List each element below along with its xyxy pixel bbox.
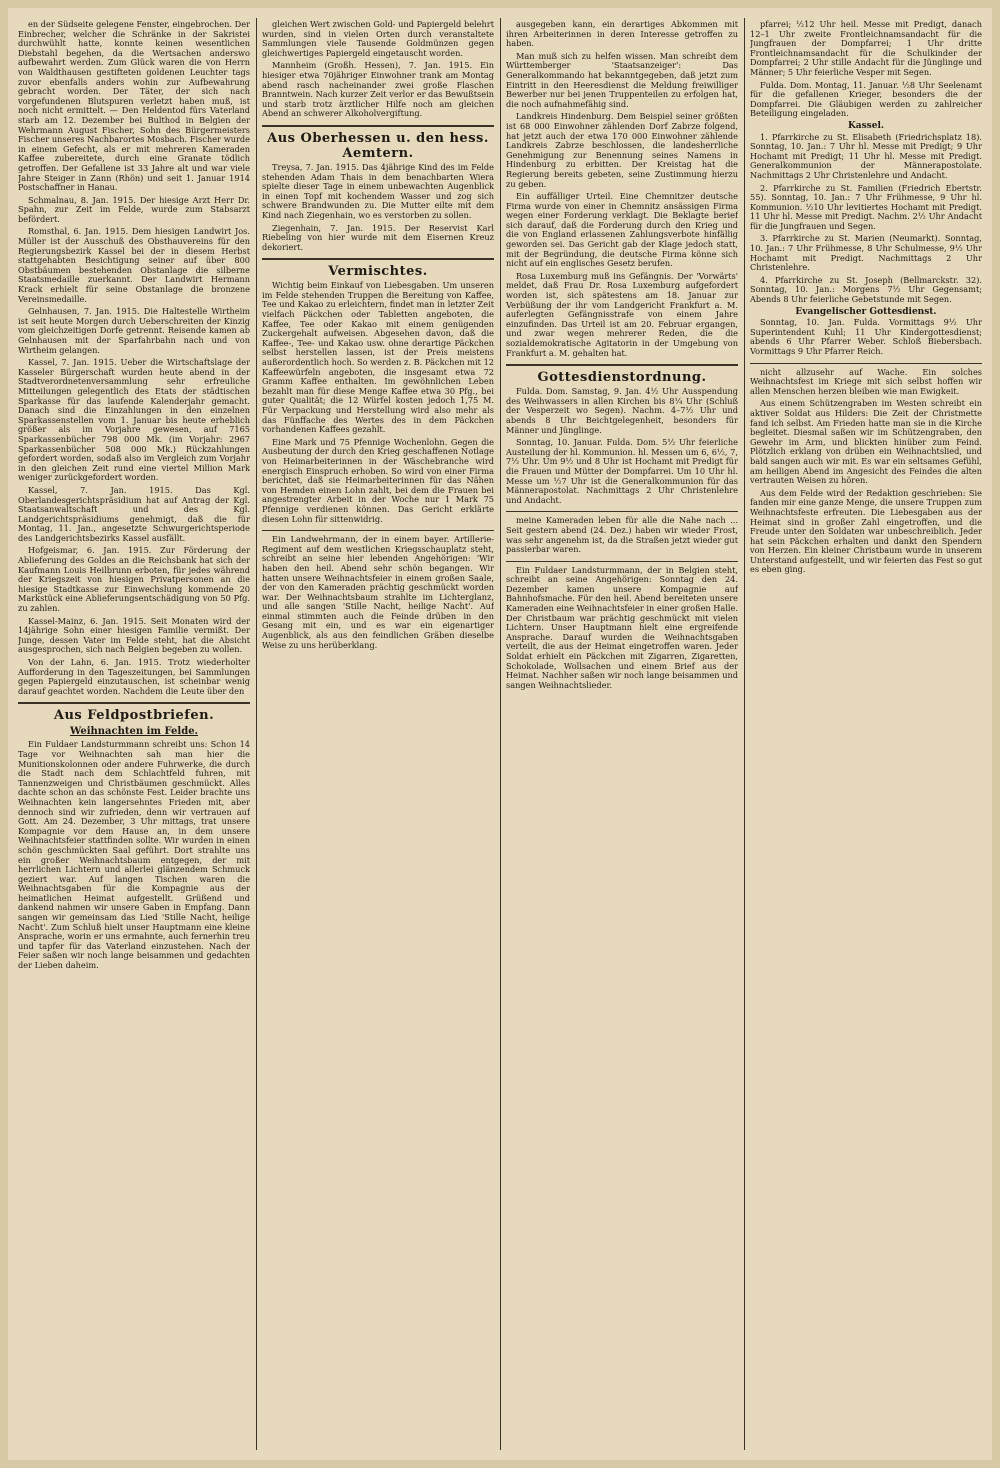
- article-paragraph: pfarrei; ½12 Uhr heil. Messe mit Predigt, danach 12–1 Uhr zweite Frontleichnamsandacht für die Jungfrauen der Dompfarrei; 1 Uhr dritte Frontleichnamsandacht für die Schulkinder der Dompfarrei; 2 Uhr stille Andacht für die Jünglinge und Männer; 5 Uhr feierliche Vesper mit Segen.: [750, 20, 982, 77]
- article-paragraph: meine Kameraden leben für alle die Nahe nach ... Seit gestern abend (24. Dez.) haben wir wieder Frost, was sehr angenehm ist, da die Straßen jetzt wieder gut passierbar waren.: [506, 515, 738, 555]
- article-paragraph: Kassel-Mainz, 6. Jan. 1915. Seit Monaten wird der 14jährige Sohn einer hiesigen Familie vermißt. Der Junge, dessen Vater im Felde steht, hat die Absicht ausgesprochen, sich nach Belgien begeben zu wollen.: [18, 615, 250, 655]
- article-paragraph: ausgegeben kann, ein derartiges Abkommen mit ihren Arbeiterinnen in deren Interesse getroffen zu haben.: [506, 20, 738, 49]
- section-divider: [262, 258, 494, 260]
- section-divider: [506, 511, 738, 512]
- newspaper-page: [8, 8, 992, 1460]
- column-rule: [500, 18, 501, 1450]
- article-paragraph: Romsthal, 6. Jan. 1915. Dem hiesigen Landwirt Jos. Müller ist der Ausschuß des Obsthauvereins für den Regierungsbezirk Kassel bei der in diesem Herbst stattgehabten Besichtigung seiner auf über 800 Obstbäumen bestehenden Obstanlage die silberne Staatsmedaille zuerkannt. Der Landwirt Hermann Krack erhielt für seine Obstanlage die bronzene Vereinsmedaille.: [18, 226, 250, 304]
- article-paragraph: Hofgeismar, 6. Jan. 1915. Zur Förderung der Ablieferung des Goldes an die Reichsbank hat sich der Kaufmann Louis Heilbrunn erboten, für jedes während der Kriegszeit von hiesigen Privatpersonen an die hiesige Stadtkasse zur Einwechslung kommende 20 Markstück eine Ablieferungsentschädigung von 50 Pfg. zu zahlen.: [18, 545, 250, 614]
- section-heading: Gottesdienstordnung.: [537, 370, 707, 386]
- article-paragraph: 2. Pfarrkirche zu St. Familien (Friedrich Ebertstr. 55). Sonntag, 10. Jan.: 7 Uhr Frühmesse, 9 Uhr hl. Kommunion. ½10 Uhr levitiertes Hochamt mit Predigt. 11 Uhr hl. Messe mit Predigt. Nachm. 2½ Uhr Andacht für die Jungfrauen und Segen.: [750, 182, 982, 231]
- article-paragraph: Ein auffälliger Urteil. Eine Chemnitzer deutsche Firma wurde von einer in Chemnitz ansässigen Firma wegen einer Forderung verklagt. Die Beklagte berief sich darauf, daß die Forderung durch den Krieg und die von England erlassenen Zahlungsverbote hinfällig geworden sei. Das Gericht gab der Klage jedoch statt, mit der Begründung, die deutsche Firma könne sich nicht auf ein englisches Gesetz berufen.: [506, 191, 738, 269]
- section-heading: Weihnachten im Felde.: [69, 726, 199, 738]
- section-heading: Aus Oberhessen u. den hess. Aemtern.: [267, 130, 489, 161]
- column-4: [750, 20, 982, 1448]
- article-paragraph: Fulda. Dom. Samstag, 9. Jan. 4½ Uhr Ausspendung des Weihwassers in allen Kirchen bis 8¼ Uhr (Schluß der Vesperzeit wo Segen). Nachm. 4–7½ Uhr und abends 8 Uhr Beichtgelegenheit, besonders für Männer und Jünglinge.: [506, 386, 738, 435]
- article-paragraph: Ein Fuldaer Landsturmmann schreibt uns: Schon 14 Tage vor Weihnachten sah man hier die Munitionskolonnen oder andere Fuhrwerke, die durch die Stadt nach dem Schlachtfeld fuhren, mit Tannenzweigen und Christbäumen geschmückt. Alles dachte schon an das schönste Fest. Leider brachte uns Weihnachten kein langersehntes Frieden mit, aber dennoch sind wir zufrieden, denn wir vertrauen auf Gott. Am 24. Dezember, 3 Uhr mittags, trat unsere Kompagnie vor dem Hause an, in dem unsere Weihnachtsfeier stattfinden sollte. Wir wurden in einen schön geschmückten Saal geführt. Dort strahlte uns ein großer Weihnachtsbaum entgegen, der mit herrlichen Lichtern und allerlei glänzendem Schmuck geziert war. Auf langen Tischen waren die Weihnachtsgaben für die Kompagnie aus der heimatlichen Heimat aufgestellt. Grüßend und dankend nahmen wir unsere Gaben in Empfang. Dann sangen wir gemeinsam das Lied 'Stille Nacht, heilige Nacht'. Zum Schluß hielt unser Hauptmann eine kleine Ansprache, worin er uns ermahnte, auch fernerhin treu und tapfer für das Vaterland einzustehen. Nach der Feier saßen wir noch lange beisammen und gedachten der Lieben daheim.: [18, 739, 250, 971]
- article-paragraph: Ziegenhain, 7. Jan. 1915. Der Reservist Karl Riebeling von hier wurde mit dem Eisernen Kreuz dekoriert.: [262, 222, 494, 252]
- article-paragraph: Schmalnau, 8. Jan. 1915. Der hiesige Arzt Herr Dr. Spahn, zur Zeit im Felde, wurde zum Stabsarzt befördert.: [18, 194, 250, 224]
- article-paragraph: nicht allzusehr auf Wache. Ein solches Weihnachtsfest im Kriege mit sich selbst hoffen wir allen Menschen herzen bleiben wie man Ewigkeit.: [750, 366, 982, 396]
- article-paragraph: Gelnhausen, 7. Jan. 1915. Die Haltestelle Wirtheim ist seit heute Morgen durch Ueberschreiten der Kinzig vom gleichzeitigen Dorfe getrennt. Reisende kamen ab Gelnhausen mit der Sparfahrbahn nach und von Wirtheim gelangen.: [18, 306, 250, 355]
- section-divider: [750, 363, 982, 364]
- article-paragraph: Aus einem Schützengraben im Westen schreibt ein aktiver Soldat aus Hilders: Die Zeit der Christmette fand ich selbst. Am Frieden hatte man sie in die Kirche begleitet. Diesmal saßen wir im Schützengraben, den Gewehr im Arm, und blickten hinüber zum Feind. Plötzlich erklang von drüben ein Weihnachtslied, und bald sangen auch wir mit. Es war ein seltsames Gefühl, am heiligen Abend im Angesicht des Feindes die alten vertrauten Weisen zu hören.: [750, 398, 982, 486]
- column-1: [18, 20, 250, 1448]
- article-paragraph: Rosa Luxemburg muß ins Gefängnis. Der 'Vorwärts' meldet, daß Frau Dr. Rosa Luxemburg aufgefordert worden ist, sich spätestens am 18. Januar zur Verbüßung der ihr vom Landgericht Frankfurt a. M. auferlegten Gefängnisstrafe von einem Jahre einzufinden. Das Urteil ist am 20. Februar ergangen, und zwar wegen mehrerer Reden, die die sozialdemokratische Agitatorin in der Umgebung von Frankfurt a. M. gehalten hat.: [506, 270, 738, 358]
- section-heading: Vermischtes.: [328, 264, 428, 280]
- section-divider: [262, 125, 494, 127]
- article-paragraph: Ein Landwehrmann, der in einem bayer. Artillerie-Regiment auf dem westlichen Kriegsschauplatz steht, schreibt an seine hier lebenden Angehörigen: 'Wir haben den heil. Abend sehr schön begangen. Wir hatten unsere Weihnachtsfeier in einem großen Saale, der von den Kameraden prächtig geschmückt worden war. Der Weihnachtsbaum strahlte im Lichterglanz, und alle sangen 'Stille Nacht, heilige Nacht'. Auf einmal stimmten auch die Feinde drüben in den Gesang mit ein, und es war ein eigenartiger Augenblick, als aus den feindlichen Gräben dieselbe Weise zu uns herüberklang.: [262, 534, 494, 650]
- section-divider: [262, 530, 494, 531]
- article-paragraph: Kassel, 7. Jan. 1915. Das Kgl. Oberlandesgerichtspräsidium hat auf Antrag der Kgl. Staatsanwaltschaft und des Kgl. Landgerichtspräsidiums genehmigt, daß die für Montag, 11. Jan., angesetzte Schwurgerichtsperiode des Landgerichtsbezirks Kassel ausfällt.: [18, 484, 250, 543]
- section-divider: [506, 561, 738, 562]
- article-paragraph: Ein Fuldaer Landsturmmann, der in Belgien steht, schreibt an seine Angehörigen: Sonntag den 24. Dezember kamen unsere Kompagnie auf Bahnhofsmache. Für den heil. Abend bereiteten unsere Kameraden eine Weihnachtsfeier in einer großen Halle. Der Christbaum war prächtig geschmückt mit vielen Lichtern. Unser Hauptmann hielt eine ergreifende Ansprache. Darauf wurden die Weihnachtsgaben verteilt, die aus der Heimat eingetroffen waren. Jeder Soldat erhielt ein Päckchen mit Zigarren, Zigaretten, Schokolade, Wollsachen und einem Brief aus der Heimat. Nachher saßen wir noch lange beisammen und sangen Weihnachtslieder.: [506, 564, 738, 690]
- article-paragraph: 1. Pfarrkirche zu St. Elisabeth (Friedrichsplatz 18). Sonntag, 10. Jan.: 7 Uhr hl. Messe mit Predigt; 9 Uhr Hochamt mit Predigt; 11 Uhr hl. Messe mit Predigt. Generalkommunion der Männerapostolate. Nachmittags 2 Uhr Christenlehre und Andacht.: [750, 131, 982, 180]
- section-divider: [506, 364, 738, 366]
- article-paragraph: Treysa, 7. Jan. 1915. Das 4jährige Kind des im Felde stehenden Adam Thais in dem benachbarten Wiera spielte dieser Tage in einem unbewachten Augenblick in einen Topf mit kochendem Wasser und zog sich schwere Brandwunden zu. Die Mutter eilte mit dem Kind nach Ziegenhain, wo es verstorben zu sollen.: [262, 161, 494, 220]
- article-paragraph: Wichtig beim Einkauf von Liebesgaben. Um unseren im Felde stehenden Truppen die Bereitung von Kaffee, Tee und Kakao zu erleichtern, findet man in letzter Zeit vielfach Päckchen oder Tabletten angeboten, die Kaffee, Tee oder Kakao mit einem genügenden Zuckergehalt aufweisen. Abgesehen davon, daß die Kaffee-, Tee- und Kakao usw. ohne derartige Päckchen selbst herstellen lassen, ist der Preis meistens außerordentlich hoch. So werden z. B. Päckchen mit 12 Kaffeewürfeln angeboten, die insgesamt etwa 72 Gramm Kaffee enthalten. Im gewöhnlichen Leben bezahlt man für diese Menge Kaffee etwa 30 Pfg., bei guter Qualität; die 12 Würfel kosten jedoch 1,75 M. Für Verpackung und Herstellung wird also mehr als das Fünffache des Wertes des in dem Päckchen vorhandenen Kaffees gezahlt.: [262, 280, 494, 435]
- article-paragraph: 3. Pfarrkirche zu St. Marien (Neumarkt). Sonntag, 10. Jan.: 7 Uhr Frühmesse, 8 Uhr Schulmesse, 9½ Uhr Hochamt mit Predigt. Nachmittags 2 Uhr Christenlehre.: [750, 233, 982, 273]
- column-3: [506, 20, 738, 1448]
- section-divider: [18, 702, 250, 704]
- article-paragraph: Kassel, 7. Jan. 1915. Ueber die Wirtschaftslage der Kasseler Bürgerschaft wurden heute abend in der Stadtverordnetenversammlung sehr erfreuliche Mitteilungen gelegentlich des Etats der städtischen Sparkasse für das laufende Kalenderjahr gemacht. Danach sind die Einzahlungen in den einzelnen Sparkassenstellen vom 1. Januar bis heute erheblich größer als im Vorjahre gewesen, auf 7165 Sparkassenbücher 798 000 Mk. (im Vorjahr: 2967 Sparkassenbücher 508 000 Mk.) Rückzahlungen gefordert worden, sodaß also im Vergleich zum Vorjahr in den gleichen Zeit rund eine viertel Million Mark weniger zurückgefordert worden.: [18, 357, 250, 483]
- article-paragraph: Eine Mark und 75 Pfennige Wochenlohn. Gegen die Ausbeutung der durch den Krieg geschaffenen Notlage von Heimarbeiterinnen in der Wäschebranche wird energisch Einspruch erhoben. So wird von einer Firma berichtet, daß sie Heimarbeiterinnen für das Nähen von Hemden einen Lohn zahlt, bei dem die Frauen bei angestrengter Arbeit in der Woche nur 1 Mark 75 Pfennige verdienen können. Das Gericht erklärte diesen Lohn für sittenwidrig.: [262, 436, 494, 524]
- section-heading: Aus Feldpostbriefen.: [53, 708, 215, 724]
- article-paragraph: en der Südseite gelegene Fenster, eingebrochen. Der Einbrecher, welcher die Schränke in der Sakristei durchwühlt hatte, konnte keinen wesentlichen Diebstahl begehen, da die Wertsachen anderswo aufbewahrt werden. Zum Glück waren die von Herrn von Waldthausen gestifteten goldenen Leuchter tags zuvor ebenfalls anders wohin zur Aufbewahrung gebracht worden. Der Täter, der sich nach vorgefundenen Blutspuren verletzt haben muß, ist noch nicht ermittelt. — Den Heldentod fürs Vaterland starb am 12. Dezember bei Bulthod in Belgien der Wehrmann August Fischer, Sohn des Bürgermeisters Fischer unseres Nachbarortes Mosbach. Fischer wurde in einem Gefecht, als er mit mehreren Kameraden Kaffee zubereitete, durch eine Granate tödlich getroffen. Der Gefallene ist 33 Jahre alt und war viele Jahre Steiger in Zann (Rhön) und seit 1. Januar 1914 Postschaffner in Hanau.: [18, 20, 250, 193]
- article-paragraph: Fulda. Dom. Montag, 11. Januar. ½8 Uhr Seelenamt für die gefallenen Krieger, besonders die der Dompfarrei. Die Gläubigen werden zu zahlreicher Beteiligung eingeladen.: [750, 79, 982, 119]
- column-2: [262, 20, 494, 1448]
- article-paragraph: Aus dem Felde wird der Redaktion geschrieben: Sie fanden mir eine ganze Menge, die unsere Truppen zum Weihnachtsfeste erfreuten. Die Liebesgaben aus der Heimat sind in großer Zahl eingetroffen, und die Freude unter den Soldaten war unbeschreiblich. Jeder hat sein Päckchen erhalten und dankt den Spendern von Herzen. Ein kleiner Christbaum wurde in unserem Unterstand aufgestellt, und wir feierten das Fest so gut es eben ging.: [750, 487, 982, 575]
- article-paragraph: Man muß sich zu helfen wissen. Man schreibt dem Württemberger 'Staatsanzeiger': Das Generalkommando hat bekanntgegeben, daß jetzt zum Eintritt in den Heeresdienst die Meldung freiwilliger Bewerber nur bei jenen Truppenteilen zu erfolgen hat, die noch aufnahmefähig sind.: [506, 50, 738, 109]
- article-paragraph: Sonntag, 10. Jan. Fulda. Vormittags 9½ Uhr Superintendent Kuhl; 11 Uhr Kindergottesdienst; abends 6 Uhr Pfarrer Weber. Schloß Biebersbach. Vormittags 9 Uhr Pfarrer Reich.: [750, 317, 982, 356]
- column-rule: [256, 18, 257, 1450]
- article-paragraph: Mannheim (Großh. Hessen), 7. Jan. 1915. Ein hiesiger etwa 70jähriger Einwohner trank am Montag abend rasch nacheinander zwei große Flaschen Branntwein. Nach kurzer Zeit verlor er das Bewußtsein und starb trotz ärztlicher Hilfe noch am gleichen Abend an schwerer Alkoholvergiftung.: [262, 60, 494, 119]
- article-paragraph: Sonntag, 10. Januar. Fulda. Dom. 5½ Uhr feierliche Austeilung der hl. Kommunion. hl. Messen um 6, 6½, 7, 7½ Uhr. Um 9½ und 8 Uhr ist Hochamt mit Predigt für die Frauen und Mütter der Dompfarrei. Um 10 Uhr hl. Messe um ½7 Uhr ist die Generalkommunion für das Männerapostolat. Nachmittags 2 Uhr Christenlehre und Andacht.: [506, 437, 738, 505]
- article-paragraph: Von der Lahn, 6. Jan. 1915. Trotz wiederholter Aufforderung in den Tageszeitungen, bei Sammlungen gegen Papiergeld einzutauschen, ist scheinbar wenig darauf geachtet worden. Nachdem die Leute über den: [18, 657, 250, 696]
- section-heading: Evangelischer Gottesdienst.: [795, 306, 937, 317]
- section-heading: Kassel.: [847, 120, 885, 131]
- article-paragraph: gleichen Wert zwischen Gold- und Papiergeld belehrt wurden, sind in vielen Orten durch veranstaltete Sammlungen viele Tausende Goldmünzen gegen gleichwertiges Papiergeld eingetauscht worden.: [262, 20, 494, 58]
- column-rule: [744, 18, 745, 1450]
- article-paragraph: 4. Pfarrkirche zu St. Joseph (Bellmarckstr. 32). Sonntag, 10. Jan.: Morgens 7½ Uhr Gegensamt; Abends 8 Uhr feierliche Gebetstunde mit Segen.: [750, 274, 982, 305]
- article-paragraph: Landkreis Hindenburg. Dem Beispiel seiner größten ist 68 000 Einwohner zählenden Dorf Zabrze folgend, hat jetzt auch der etwa 170 000 Einwohner zählende Landkreis Zabrze beschlossen, die landesherrliche Genehmigung zur Benennung seines Namens in Hindenburg zu erbitten. Der Kreistag hat die Regierung bereits gebeten, seine Zustimmung hierzu zu geben.: [506, 111, 738, 189]
